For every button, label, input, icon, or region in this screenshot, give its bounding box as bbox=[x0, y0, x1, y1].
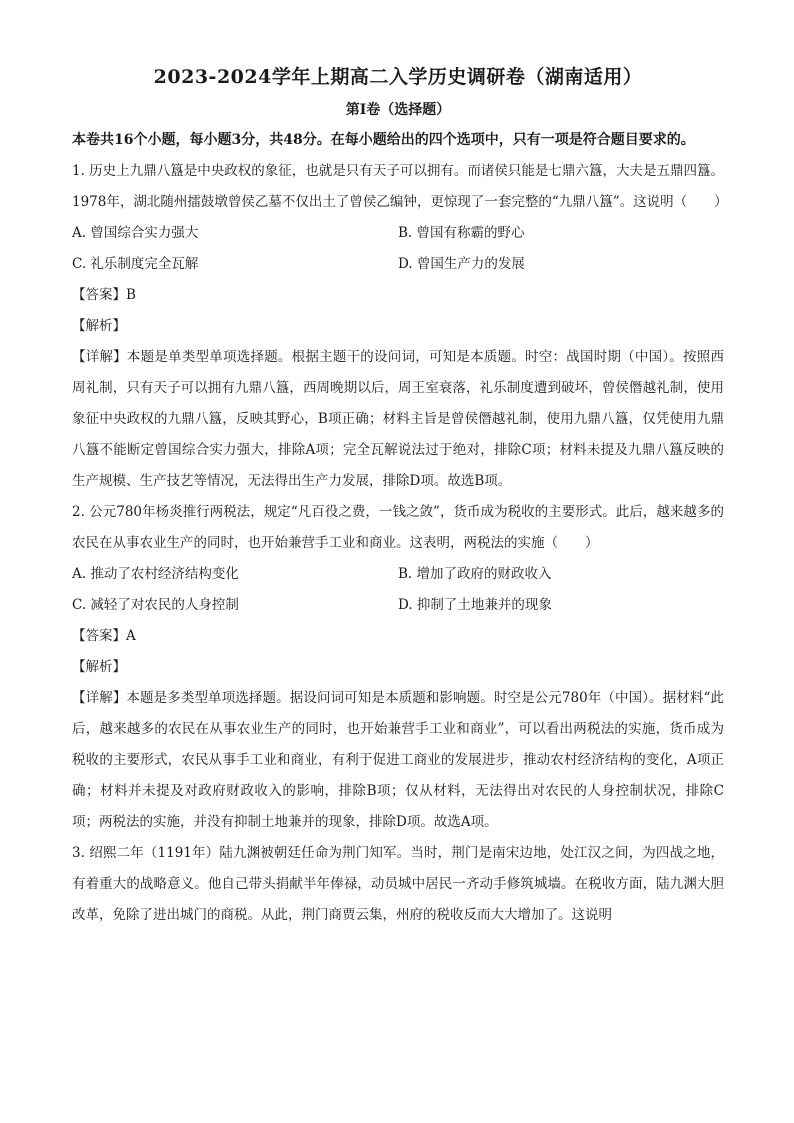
question-2-option-b: B. 增加了政府的财政收入 bbox=[398, 566, 552, 582]
question-1-option-d: D. 曾国生产力的发展 bbox=[398, 256, 525, 272]
question-1-analysis-label: 【解析】 bbox=[72, 318, 126, 334]
question-1-options-row-1 bbox=[72, 218, 724, 249]
question-2-analysis-label: 【解析】 bbox=[72, 659, 126, 675]
question-2-option-a: A. 推动了农村经济结构变化 bbox=[72, 566, 239, 582]
question-1-option-c: C. 礼乐制度完全瓦解 bbox=[72, 256, 199, 272]
question-3-stem: 3. 绍熙二年（1191年）陆九渊被朝廷任命为荆门知军。当时，荆门是南宋边地，处江汉之间，为四战之地，有着重大的战略意义。他自己带头捐献半年俸禄，动员城中居民一齐动手修筑城墙。在税收方面，陆九渊大胆改革，免除了进出城门的商税。从此，荆门商贾云集，州府的税收反而大大增加了。这说明 bbox=[72, 845, 724, 923]
exam-title: 2023-2024学年上期高二入学历史调研卷（湖南适用） bbox=[153, 66, 643, 88]
question-2-option-c: C. 减轻了对农民的人身控制 bbox=[72, 597, 239, 613]
question-2-options-row-2 bbox=[72, 590, 724, 621]
question-2-detail: 【详解】本题是多类型单项选择题。据设问词可知是本质题和影响题。时空是公元780年（中国）。据材料“此后，越来越多的农民在从事农业生产的同时，也开始兼营手工业和商业”，可以看出两税法的实施，货币成为税收的主要形式，农民从事手工业和商业，有利于促进工商业的发展进步，推动农村经济结构的变化，A项正确；材料并未提及对政府财政收入的影响，排除B项；仅从材料，无法得出对农民的人身控制状况，排除C项；两税法的实施，并没有抑制土地兼并的现象，排除D项。故选A项。 bbox=[72, 690, 724, 830]
question-1-option-b: B. 曾国有称霸的野心 bbox=[398, 225, 525, 241]
exam-page bbox=[72, 62, 728, 931]
question-1-option-a: A. 曾国综合实力强大 bbox=[72, 225, 199, 241]
question-1-stem: 1. 历史上九鼎八簋是中央政权的象征，也就是只有天子可以拥有。而诸侯只能是七鼎六簋，大夫是五鼎四簋。1978年，湖北随州擂鼓墩曾侯乙墓不仅出土了曾侯乙编钟，更惊现了一套完整的“九鼎八簋”。这说明（ ） bbox=[72, 163, 728, 210]
instructions: 本卷共16个小题，每小题3分，共48分。在每小题给出的四个选项中，只有一项是符合题目要求的。 bbox=[72, 132, 695, 148]
question-2-option-d: D. 抑制了土地兼并的现象 bbox=[398, 597, 552, 613]
question-2-stem: 2. 公元780年杨炎推行两税法，规定“凡百役之费，一钱之敛”，货币成为税收的主要形式。此后，越来越多的农民在从事农业生产的同时，也开始兼营手工业和商业。这表明，两税法的实施（ ） bbox=[72, 504, 724, 551]
section-title: 第Ⅰ卷（选择题） bbox=[345, 102, 451, 118]
question-1-detail: 【详解】本题是单类型单项选择题。根据主题干的设问词，可知是本质题。时空：战国时期（中国）。按照西周礼制，只有天子可以拥有九鼎八簋，西周晚期以后，周王室衰落，礼乐制度遭到破坏，曾侯僭越礼制，使用象征中央政权的九鼎八簋，反映其野心，B项正确；材料主旨是曾侯僭越礼制，使用九鼎八簋，仅凭使用九鼎八簋不能断定曾国综合实力强大，排除A项；完全瓦解说法过于绝对，排除C项；材料未提及九鼎八簋反映的生产规模、生产技艺等情况，无法得出生产力发展，排除D项。故选B项。 bbox=[72, 349, 724, 489]
question-1-options-row-2 bbox=[72, 249, 724, 280]
question-1-answer: 【答案】B bbox=[72, 287, 136, 303]
question-2-answer: 【答案】A bbox=[72, 628, 136, 644]
question-2-options-row-1 bbox=[72, 559, 724, 590]
